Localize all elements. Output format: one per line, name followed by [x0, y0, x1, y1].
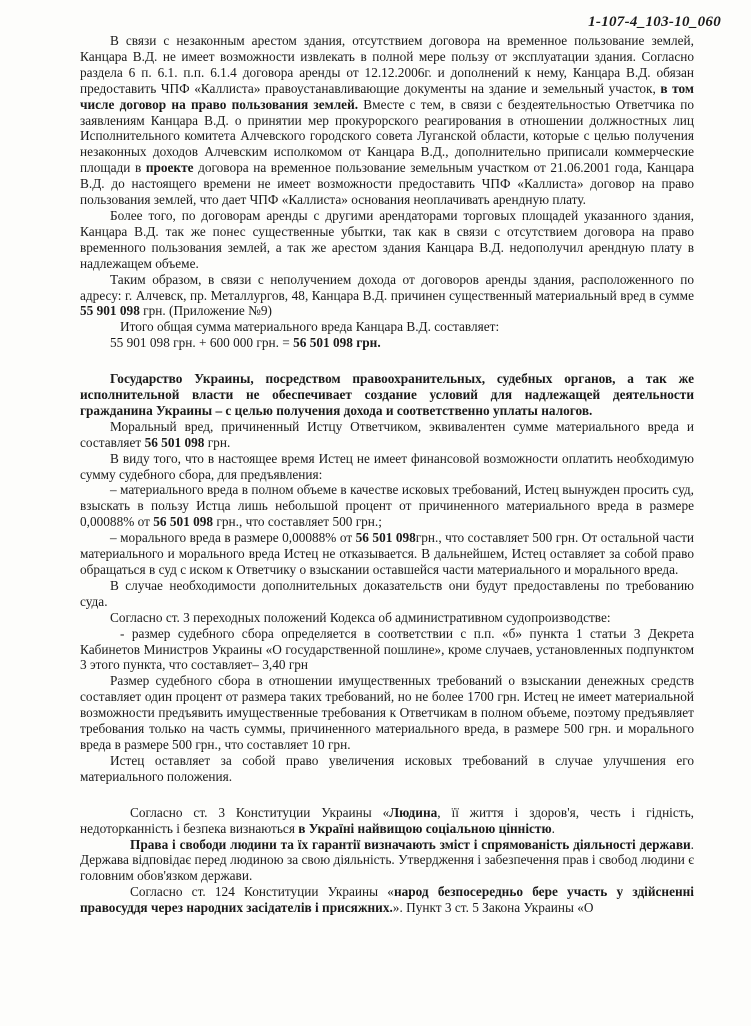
text: грн. [204, 434, 231, 450]
text: , її життя і здоров'я, честь і гідність, недоторканність і безпека визнаються [80, 804, 694, 836]
paragraph [80, 482, 694, 530]
bold-text: народ безпосередньо бере участь у здійсненні правосуддя через народних засідателів і присяжних. [80, 884, 695, 916]
text: грн. (Приложение №9) [139, 303, 272, 319]
paragraph: - размер судебного сбора определяется в соответствии с п.п. «б» пункта 1 статьи 3 Декрета Кабинетов Министров Украины «О государственной пошлине», кроме случаев, установленных подпунктом 3 этого пункта, что составляет– 3,40 грн [80, 625, 694, 673]
document-body [80, 33, 694, 916]
bold-text: проекте [145, 160, 194, 176]
bold-text: Права і свободи людини та їх гарантії визначають зміст і спрямованість діяльності держави [130, 836, 691, 852]
bold-paragraph: Государство Украины, посредством правоохранительных, судебных органов, а так же исполнительной власти не обеспечивает создание условий для надлежащей деятельности гражданина Украины – с целью получения дохода и соответственно уплаты налогов. [80, 371, 694, 418]
bold-text: 56 501 098 грн. [293, 335, 381, 351]
text: Моральный вред, причиненный Истцу Ответчиком, эквивалентен сумме материального вреда и составляет [80, 418, 694, 450]
text: договора на временное пользование земельным участком от 21.06.2001 года, Канцара В.Д. до настоящего времени не имеет возможности предоставить ЧПФ «Каллиста» договор на право пользования землей, что дает ЧПФ «Каллиста» основания неоплачивать арендную плату. [80, 160, 694, 208]
sum-line [80, 335, 694, 351]
text: . [551, 820, 555, 836]
text: Вместе с тем, в связи с бездеятельностью Ответчика по заявлениям Канцара В.Д. о принятии мер прокурорского реагирования в отношении должностных лиц Исполнительного комитета Алчевского городского совета Луганской области, которые с целью получения незаконных доходов Алчевским исполкомом от Канцара В.Д., дополнительно приписали коммерческие площади в [80, 96, 694, 176]
text: ». Пункт 3 ст. 5 Закона Украины «О [392, 900, 594, 916]
paragraph: Более того, по договорам аренды с другими арендаторами торговых площадей указанного здания, Канцара В.Д. так же понес существенные убытки, так как в связи с отсутствием договора на право временного пользования землей, а так же арестом здания Канцара В.Д. недополучил арендную плату в надлежащем объеме. [80, 207, 694, 271]
paragraph [80, 33, 694, 208]
text: – материального вреда в полном объеме в качестве исковых требований, Истец вынужден просить суд, взыскать в пользу Истца лишь небольшой процент от причиненного материального вреда в размере 0,00088% от [80, 482, 694, 530]
paragraph: Размер судебного сбора в отношении имущественных требований о взыскании денежных средств составляет один процент от размера таких требований, но не более 1700 грн. Истец не имеет материальной возможности предъявить имущественные требования к Ответчикам в полном объеме, поэтому предъявляет требования только на часть суммы, причиненного материального вреда, в размере 500 грн. и морального вреда в размере 500 грн., что составляет 10 грн. [80, 673, 694, 752]
paragraph [80, 884, 694, 916]
text: грн., что составляет 500 грн. От остальной части материального и морального вреда Истец не отказывается. В дальнейшем, Истец оставляет за собой право обращаться в суд с иском к Ответчику о взыскании оставшейся части материального и морального вреда. [80, 530, 694, 577]
text: Таким образом, в связи с неполучением дохода от договоров аренды здания, расположенного по адресу: г. Алчевск, пр. Металлургов, 48, Канцара В.Д. причинен существенный материальный вред в сумме [80, 271, 694, 303]
bold-text: в Україні найвищою соціальною цінністю [298, 820, 552, 836]
text: грн., что составляет 500 грн.; [213, 514, 382, 530]
paragraph [80, 419, 694, 451]
paragraph [80, 837, 694, 885]
paragraph: В виду того, что в настоящее время Истец не имеет финансовой возможности оплатить необходимую сумму судебного сбора, для предъявления: [80, 450, 694, 482]
paragraph [80, 530, 694, 578]
paragraph: Истец оставляет за собой право увеличения исковых требований в случае улучшения его материального положения. [80, 752, 694, 784]
text: 55 901 098 грн. + 600 000 грн. = [110, 335, 294, 351]
paragraph: Итого общая сумма материального вреда Канцара В.Д. составляет: [120, 319, 500, 335]
text: – морального вреда в размере 0,00088% от [110, 530, 356, 546]
paragraph: Согласно ст. 3 переходных положений Кодекса об административном судопроизводстве: [110, 609, 611, 625]
bold-text: 55 901 098 [80, 303, 140, 319]
text: . Держава відповідає перед людиною за свою діяльність. Утвердження і забезпечення прав і свобод людини є головним обов'язком держави. [80, 836, 694, 884]
paragraph [80, 272, 694, 320]
bold-text: 56 501 098 [144, 434, 205, 450]
text: Согласно ст. 3 Конституции Украины « [130, 804, 390, 820]
bold-text: Людина [389, 804, 438, 820]
paragraph [80, 805, 694, 837]
paragraph: В случае необходимости дополнительных доказательств они будут предоставлены по требованию суда. [80, 577, 694, 609]
bold-text: 56 501 098 [153, 514, 214, 530]
document-id: 1-107-4_103-10_060 [588, 14, 721, 30]
text: В связи с незаконным арестом здания, отсутствием договора на временное пользование землей, Канцара В.Д. не имеет возможности извлекать в полной мере пользу от эксплуатации здания. Согласно раздела 6 п. 6.1. п.п. 6.1.4 договора аренды от 12.12.2006г. и дополнений к нему, Канцара В.Д. обязан предоставить ЧПФ «Каллиста» правоустанавливающие документы на здание и земельный участок, [80, 33, 694, 96]
bold-text: 56 501 098 [355, 530, 416, 546]
text: Согласно ст. 124 Конституции Украины « [130, 884, 394, 900]
bold-text: в том числе договор на право пользования землей. [80, 80, 694, 112]
